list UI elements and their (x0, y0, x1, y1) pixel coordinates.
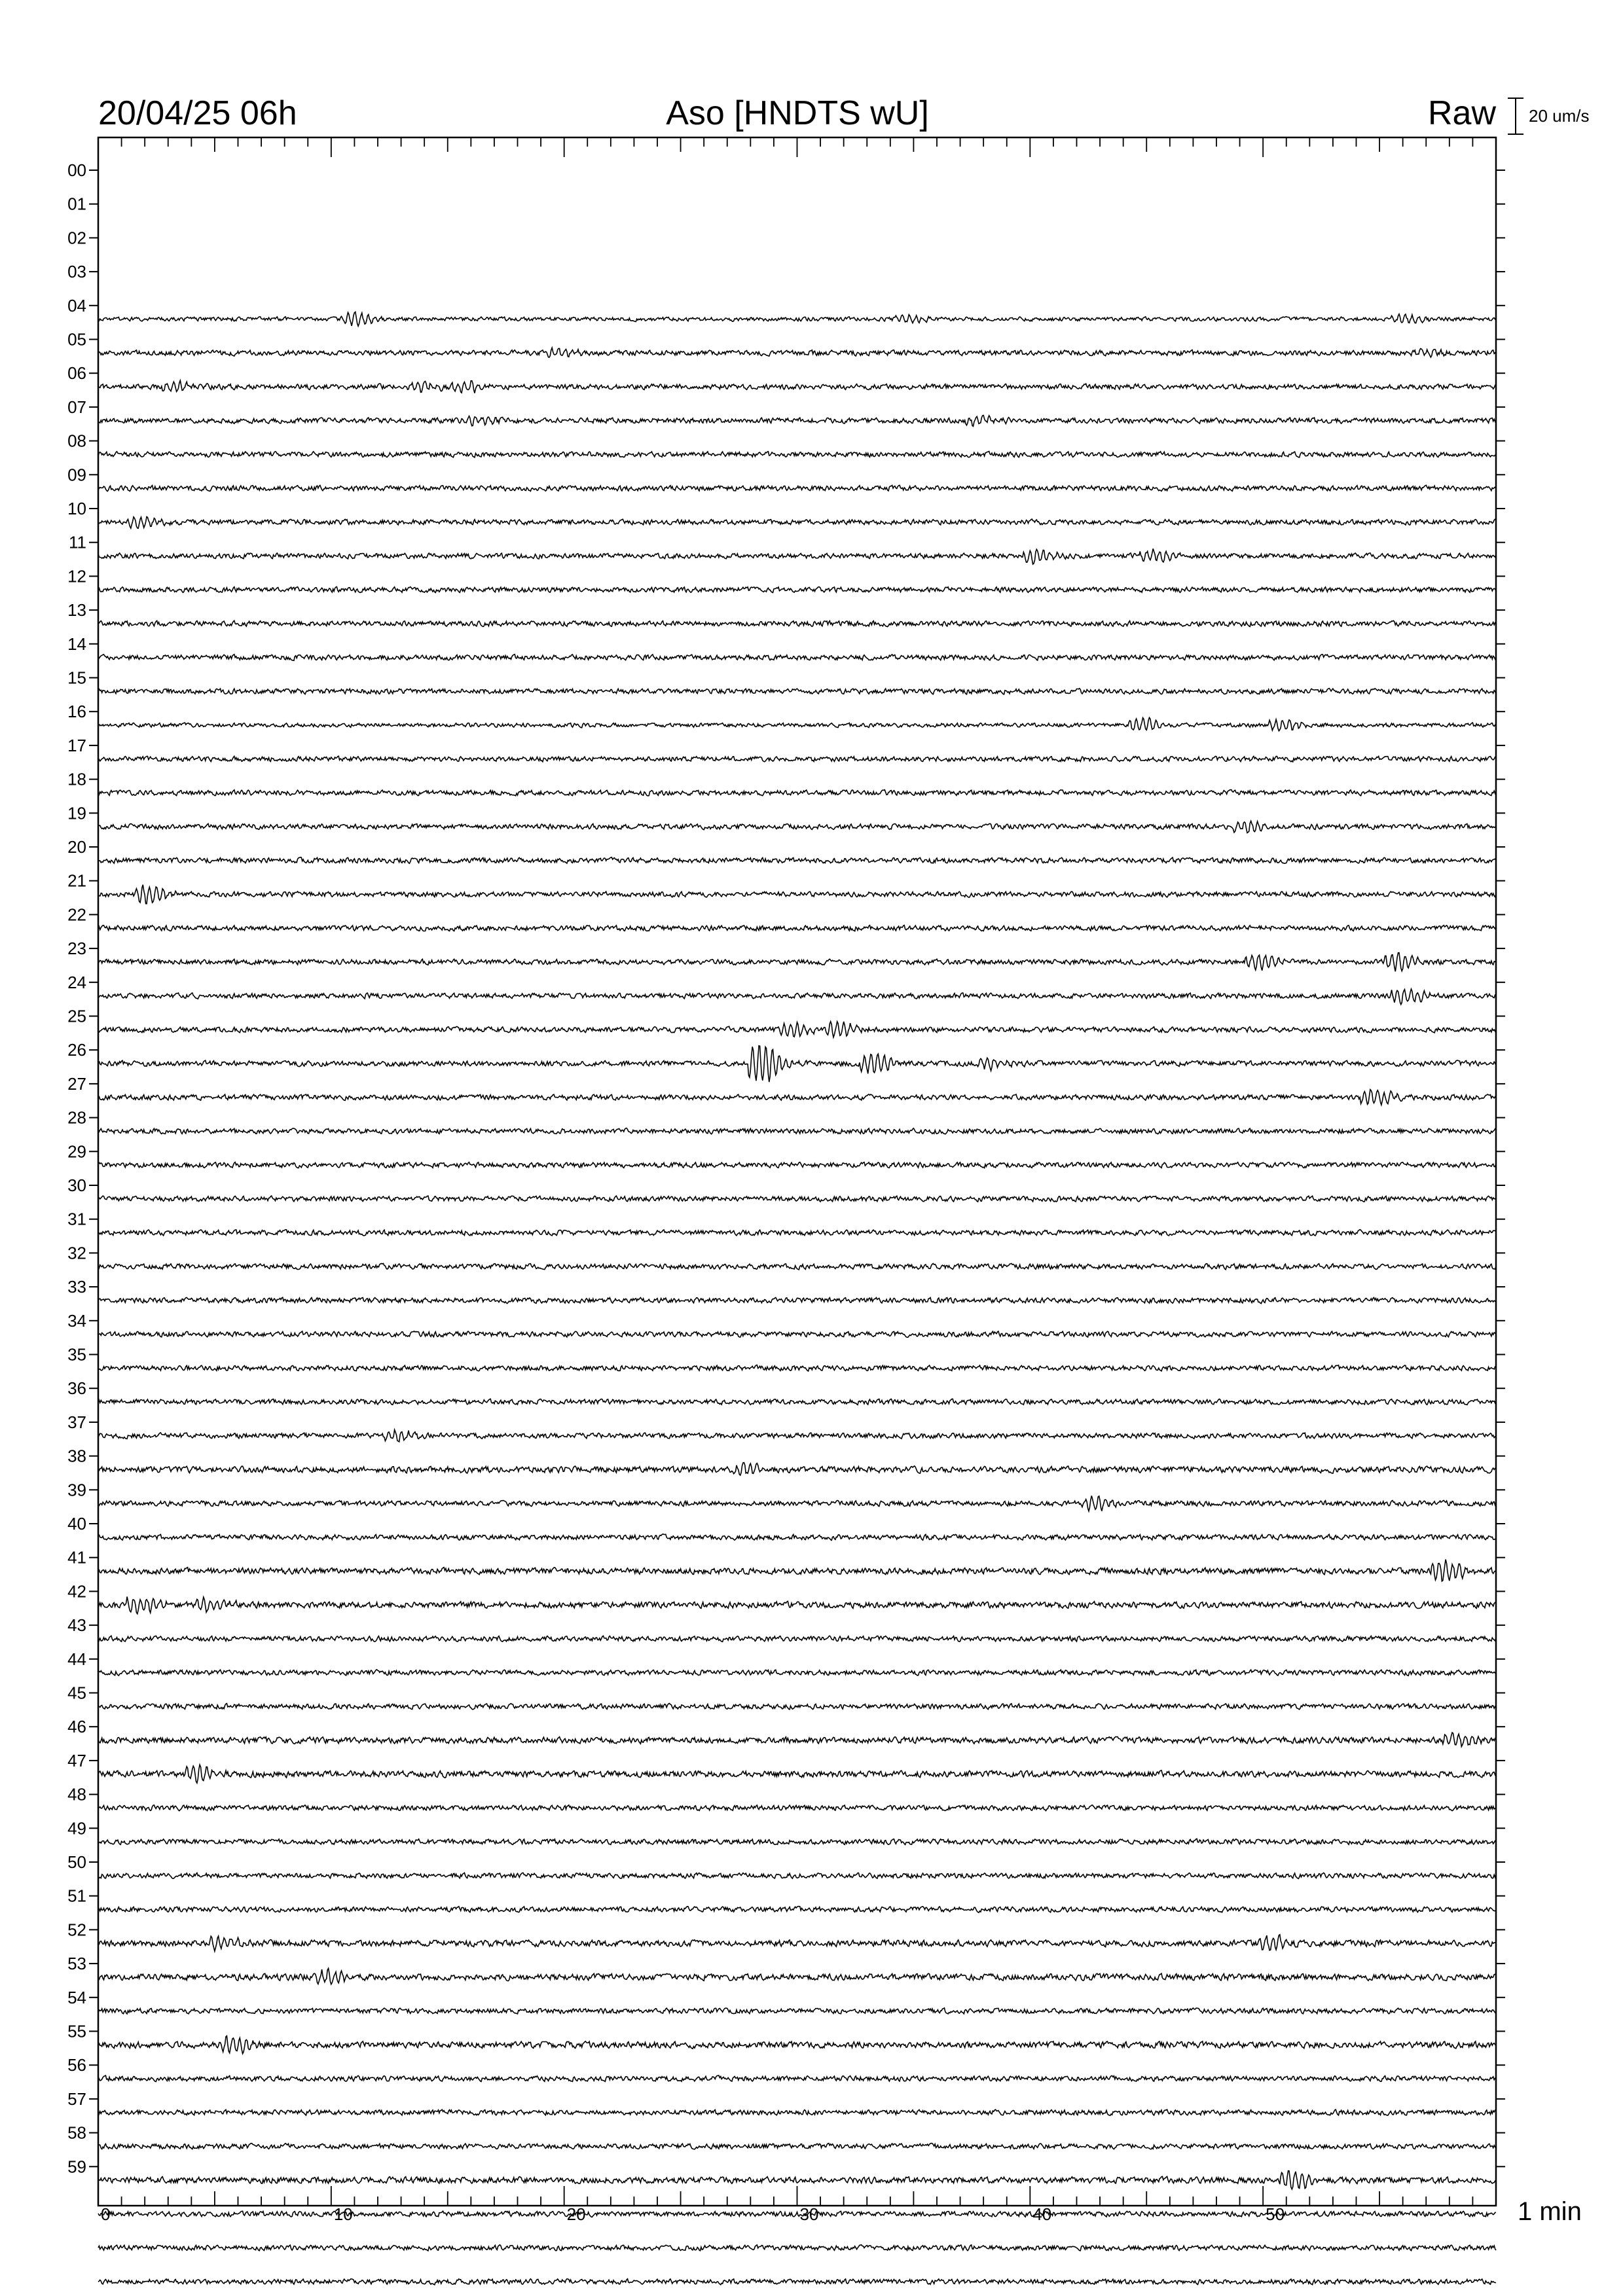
row-label: 11 (69, 532, 86, 552)
trace-line (98, 1399, 1496, 1405)
trace-line (98, 953, 1496, 972)
row-label: 10 (67, 499, 86, 518)
trace-line (98, 821, 1496, 833)
row-label: 48 (67, 1784, 86, 1804)
x-tick-label: 50 (1266, 2204, 1285, 2224)
row-label: 43 (67, 1615, 86, 1636)
trace-line (98, 1560, 1496, 1581)
trace-line (98, 587, 1496, 593)
trace-line (98, 517, 1496, 529)
row-label: 51 (67, 1886, 86, 1906)
row-label: 06 (67, 363, 86, 384)
row-label: 37 (67, 1412, 86, 1432)
row-label: 21 (67, 870, 86, 891)
row-label: 07 (67, 397, 86, 417)
trace-line (98, 1162, 1496, 1168)
row-label: 58 (67, 2123, 86, 2143)
row-label: 54 (67, 1987, 86, 2007)
minute-ticks (98, 137, 1496, 2206)
trace-line (98, 989, 1496, 1005)
trace-line (98, 1365, 1496, 1371)
trace-line (98, 857, 1496, 864)
row-labels (67, 160, 86, 2176)
row-label: 01 (67, 194, 86, 214)
row-label: 13 (67, 600, 86, 620)
trace-line (98, 1090, 1496, 1105)
row-label: 30 (67, 1175, 86, 1195)
row-label: 45 (67, 1683, 86, 1703)
row-label: 55 (67, 2021, 86, 2041)
row-label: 00 (67, 160, 86, 180)
x-tick-label: 30 (799, 2204, 819, 2224)
row-label: 39 (67, 1480, 86, 1500)
row-label: 40 (67, 1514, 86, 1534)
trace-line (98, 756, 1496, 762)
trace-line (98, 2211, 1496, 2217)
x-tick-label: 20 (566, 2204, 586, 2224)
trace-line (98, 1430, 1496, 1442)
trace-line (98, 1704, 1496, 1710)
row-label: 18 (67, 769, 86, 789)
row-label: 31 (67, 1209, 86, 1229)
row-label: 02 (67, 228, 86, 248)
seismic-traces (98, 312, 1496, 2285)
trace-line (98, 790, 1496, 796)
x-tick-label: 10 (333, 2204, 353, 2224)
row-label: 14 (67, 634, 86, 654)
row-label: 20 (67, 837, 86, 857)
row-label: 17 (67, 735, 86, 755)
trace-line (98, 1263, 1496, 1270)
row-label: 12 (67, 566, 86, 586)
trace-line (98, 1907, 1496, 1913)
row-label: 16 (67, 702, 86, 722)
trace-line (98, 885, 1496, 904)
trace-line (98, 620, 1496, 626)
trace-line (98, 717, 1496, 730)
trace-line (98, 925, 1496, 931)
row-label: 24 (67, 972, 86, 992)
trace-line (98, 2144, 1496, 2149)
row-label: 15 (67, 668, 86, 688)
row-label: 03 (67, 262, 86, 282)
row-label: 25 (67, 1006, 86, 1026)
row-label: 08 (67, 431, 86, 451)
row-label: 56 (67, 2055, 86, 2075)
row-label: 34 (67, 1310, 86, 1331)
row-label: 52 (67, 1920, 86, 1940)
row-ticks (89, 170, 1505, 2166)
trace-line (98, 689, 1496, 694)
row-label: 27 (67, 1073, 86, 1094)
row-label: 41 (67, 1547, 86, 1568)
x-unit-label: 1 min (1518, 2197, 1582, 2226)
trace-line (98, 1022, 1496, 1037)
row-label: 35 (67, 1344, 86, 1365)
trace-line (98, 348, 1496, 357)
trace-line (98, 548, 1496, 564)
row-label: 36 (67, 1378, 86, 1399)
scale-bar (1508, 98, 1590, 134)
row-label: 22 (67, 905, 86, 925)
row-label: 32 (67, 1243, 86, 1263)
trace-line (98, 2109, 1496, 2115)
trace-line (98, 1496, 1496, 1511)
trace-line (98, 2279, 1496, 2285)
trace-line (98, 1636, 1496, 1641)
trace-line (98, 1732, 1496, 1747)
row-label: 28 (67, 1107, 86, 1128)
row-label: 53 (67, 1954, 86, 1974)
header-station: Aso [HNDTS wU] (666, 94, 929, 132)
row-label: 29 (67, 1141, 86, 1162)
trace-line (98, 1046, 1496, 1083)
trace-line (98, 1196, 1496, 1202)
row-label: 04 (67, 295, 86, 315)
row-label: 38 (67, 1446, 86, 1466)
trace-line (98, 1873, 1496, 1878)
trace-line (98, 1935, 1496, 1951)
row-label: 33 (67, 1277, 86, 1297)
header-mode: Raw (1427, 94, 1496, 132)
row-label: 19 (67, 803, 86, 823)
trace-line (98, 1765, 1496, 1783)
row-label: 49 (67, 1818, 86, 1839)
row-label: 44 (67, 1649, 86, 1669)
trace-line (98, 485, 1496, 491)
header-datetime: 20/04/25 06h (98, 94, 297, 132)
row-label: 50 (67, 1852, 86, 1872)
trace-line (98, 452, 1496, 457)
trace-line (98, 655, 1496, 661)
x-tick-label: 40 (1032, 2204, 1052, 2224)
trace-line (98, 1128, 1496, 1134)
trace-line (98, 1297, 1496, 1303)
x-tick-label: 0 (101, 2204, 111, 2224)
scale-label: 20 um/s (1529, 106, 1590, 126)
row-label: 26 (67, 1040, 86, 1060)
plot-frame (98, 137, 1496, 2206)
trace-line (98, 416, 1496, 427)
trace-line (98, 380, 1496, 393)
trace-line (98, 312, 1496, 327)
trace-line (98, 1839, 1496, 1844)
trace-line (98, 1968, 1496, 1984)
row-label: 42 (67, 1581, 86, 1602)
row-label: 46 (67, 1717, 86, 1737)
trace-line (98, 2075, 1496, 2082)
trace-line (98, 2008, 1496, 2014)
trace-line (98, 1534, 1496, 1540)
row-label: 57 (67, 2089, 86, 2109)
row-label: 23 (67, 939, 86, 959)
row-label: 09 (67, 465, 86, 485)
trace-line (98, 2036, 1496, 2054)
trace-line (98, 1670, 1496, 1676)
trace-line (98, 1230, 1496, 1236)
trace-line (98, 1597, 1496, 1614)
row-label: 59 (67, 2157, 86, 2177)
trace-line (98, 1331, 1496, 1337)
trace-line (98, 1805, 1496, 1811)
row-label: 47 (67, 1750, 86, 1770)
trace-line (98, 1463, 1496, 1475)
trace-line (98, 2245, 1496, 2251)
row-label: 05 (67, 329, 86, 350)
